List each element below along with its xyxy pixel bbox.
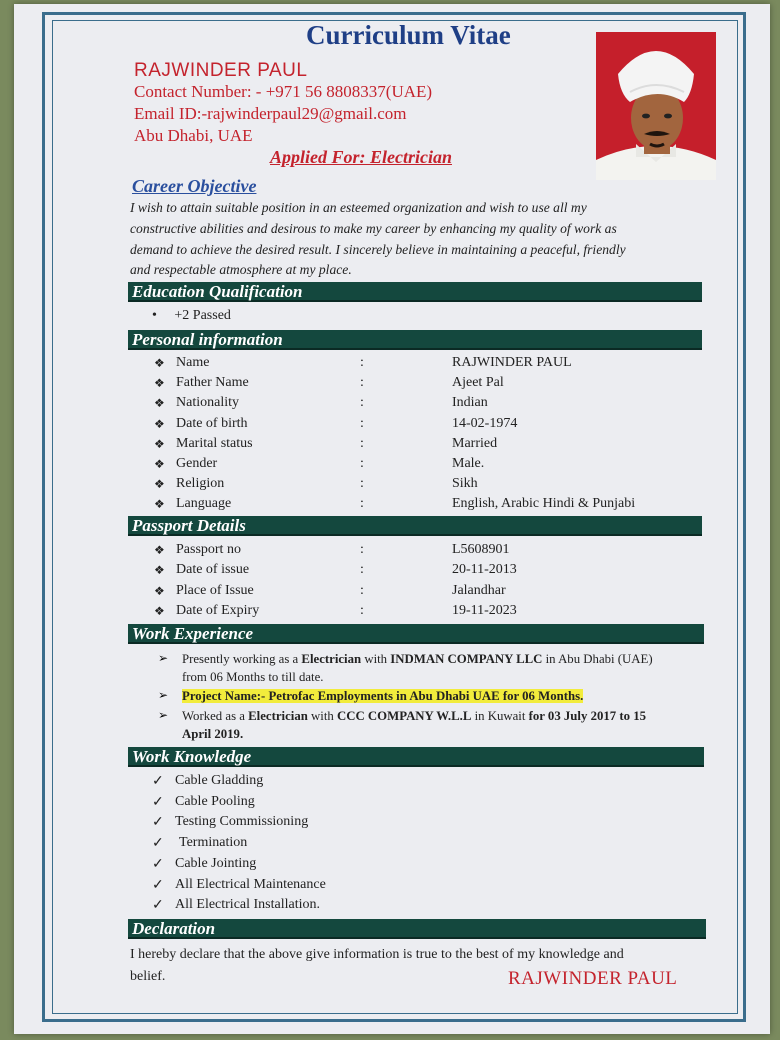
diamond-icon: ❖ [154,563,165,578]
personal-info-value: Married [452,435,498,451]
work-knowledge-item: Cable Pooling [175,793,255,809]
passport-heading-label: Passport Details [132,516,246,535]
work-item-2 [182,687,583,705]
personal-info-label: Date of birth [176,415,248,431]
personal-info-value: English, Arabic Hindi & Punjabi [452,496,636,512]
work-knowledge-heading-label: Work Knowledge [132,747,252,766]
diamond-icon: ❖ [154,457,165,471]
text: Electrician [248,709,308,723]
declaration-heading [128,919,706,939]
passport-value: Jalandhar [452,582,506,598]
check-icon: ✓ [152,836,164,852]
declaration-text: I hereby declare that the above give information is true to the best of my knowledge and [130,947,624,962]
portrait-icon [596,32,716,180]
text: April 2019. [182,727,244,741]
objective-line: demand to achieve the desired result. I sincerely believe in maintaining a peaceful, friendly [130,241,626,257]
diamond-icon: ❖ [154,497,165,512]
check-icon: ✓ [152,856,164,872]
personal-info-label: Religion [176,476,225,492]
passport-value: 19-11-2023 [452,603,517,619]
education-heading [128,282,702,302]
passport-label: Date of Expiry [176,603,260,619]
text: in Abu Dhabi (UAE) [542,652,653,666]
colon-separator: : [360,562,364,578]
objective-line: constructive abilities and desirous to make my career by enhancing my quality of work as [130,220,617,236]
diamond-icon: ❖ [154,376,165,391]
work-knowledge-item: Cable Jointing [175,855,257,871]
personal-info-value: Ajeet Pal [452,375,504,391]
colon-separator: : [360,435,364,451]
text: Electrician [301,652,362,666]
text: from 06 Months to till date. [182,670,324,684]
objective-line: and respectable atmosphere at my place. [130,262,352,278]
profile-photo [596,32,716,180]
passport-heading [128,516,702,536]
arrow-icon: ➢ [158,651,169,665]
check-icon: ✓ [152,815,164,831]
candidate-name: RAJWINDER PAUL [134,60,308,81]
colon-separator: : [360,496,364,512]
colon-separator: : [360,582,364,598]
text: in Kuwait [471,709,529,723]
personal-info-heading [128,330,702,350]
diamond-icon: ❖ [154,543,165,557]
work-experience-heading-label: Work Experience [132,624,254,643]
contact-number: Contact Number: - +971 56 8808337(UAE) [134,82,433,101]
work-item-1 [182,650,653,686]
declaration-heading-label: Declaration [132,919,216,938]
passport-label: Date of issue [176,562,250,578]
work-knowledge-item: All Electrical Installation. [175,897,321,913]
work-experience-heading [128,624,704,644]
colon-separator: : [360,355,364,370]
colon-separator: : [360,603,364,619]
work-item-3 [182,707,646,743]
colon-separator: : [360,456,364,471]
check-icon: ✓ [152,794,164,810]
work-knowledge-item: All Electrical Maintenance [175,876,326,892]
page-title: Curriculum Vitae [306,20,511,50]
personal-info-heading-label: Personal information [132,330,283,349]
personal-info-label: Father Name [176,375,249,391]
diamond-icon: ❖ [154,356,165,370]
colon-separator: : [360,542,364,557]
personal-info-value: Male. [452,456,485,471]
passport-label: Place of Issue [176,582,254,598]
text: for 03 July 2017 to 15 [528,709,647,723]
colon-separator: : [360,415,364,431]
diamond-icon: ❖ [154,583,165,598]
passport-label: Passport no [176,542,241,557]
personal-info-value: Indian [452,395,488,411]
diamond-icon: ❖ [154,604,165,619]
personal-info-label: Language [176,496,232,512]
education-item-label: +2 Passed [174,308,231,323]
colon-separator: : [360,476,364,492]
personal-info-value: 14-02-1974 [452,415,518,431]
location: Abu Dhabi, UAE [134,126,253,145]
personal-info-value: RAJWINDER PAUL [452,355,572,370]
text: Presently working as a [182,652,302,666]
company-name: INDMAN COMPANY LLC [390,652,543,666]
work-knowledge-heading [128,747,704,767]
education-heading-label: Education Qualification [132,282,303,301]
company-name: CCC COMPANY W.L.L [337,709,472,723]
diamond-icon: ❖ [154,416,165,431]
check-icon: ✓ [152,774,164,789]
passport-value: L5608901 [452,542,510,557]
text: Worked as a [182,709,249,723]
objective-line: I wish to attain suitable position in an esteemed organization and wish to use all my [130,200,587,215]
education-item [152,308,231,324]
colon-separator: : [360,395,364,411]
arrow-icon: ➢ [158,708,169,722]
personal-info-label: Name [176,355,210,370]
signature-name: RAJWINDER PAUL [508,968,678,989]
work-knowledge-item: Cable Gladding [175,773,264,788]
work-knowledge-item: Testing Commissioning [175,814,309,830]
colon-separator: : [360,375,364,391]
personal-info-value: Sikh [452,476,478,492]
personal-info-label: Marital status [176,435,253,451]
arrow-icon: ➢ [158,688,169,702]
career-objective-text [130,198,705,281]
diamond-icon: ❖ [154,477,165,492]
text: with [361,652,391,666]
project-name: Project Name:- Petrofac Employments in Abu Dhabi UAE for 06 Months. [182,689,584,703]
email-address: Email ID:-rajwinderpaul29@gmail.com [134,104,407,123]
work-knowledge-item: Termination [179,835,248,851]
career-objective-heading: Career Objective [132,176,257,196]
personal-info-label: Nationality [176,395,239,411]
personal-info-label: Gender [176,456,218,471]
diamond-icon: ❖ [154,396,165,411]
applied-for: Applied For: Electrician [270,147,452,167]
declaration-text-end: belief. [130,969,166,984]
check-icon: ✓ [152,877,164,893]
text: with [307,709,337,723]
bullet-icon: • [152,308,157,323]
check-icon: ✓ [152,898,164,914]
passport-value: 20-11-2013 [452,562,517,578]
diamond-icon: ❖ [154,436,165,451]
